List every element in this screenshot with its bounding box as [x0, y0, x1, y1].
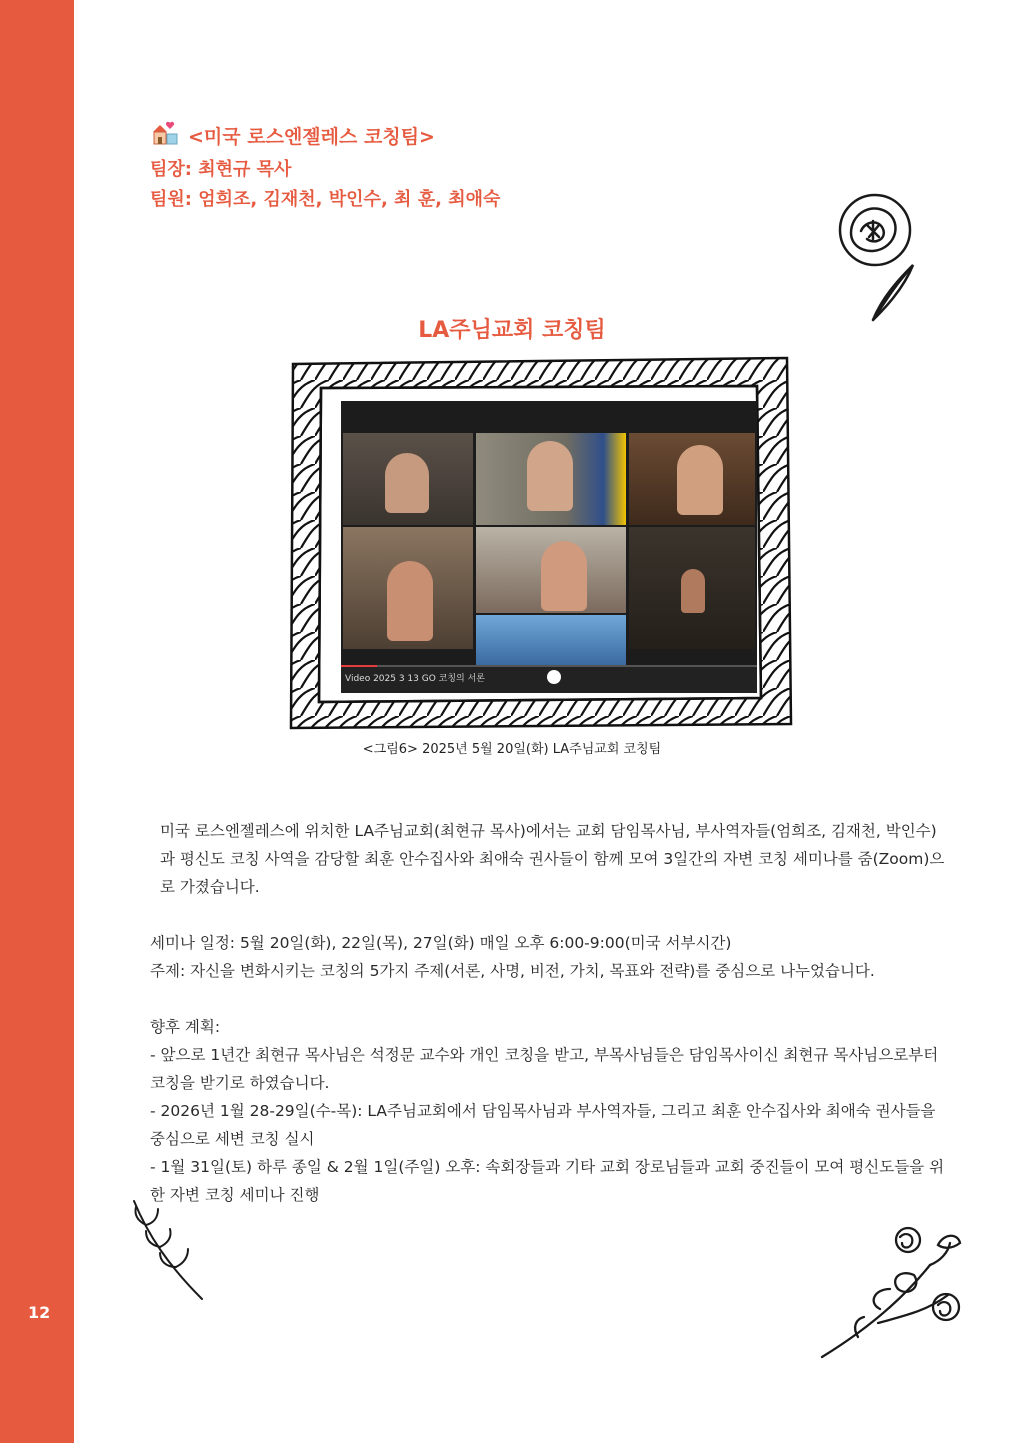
- pause-icon[interactable]: [547, 670, 561, 684]
- video-controls-bar: [341, 665, 757, 693]
- team-title: <미국 로스엔젤레스 코칭팀>: [188, 126, 435, 148]
- plan-item: - 2026년 1월 28-29일(수-목): LA주님교회에서 담임목사님과 부사역자들, 그리고 최훈 안수집사와 최애숙 권사들을 중심으로 세변 코칭 실시: [150, 1102, 936, 1148]
- screen-caption: Video 2025 3 13 GO 코칭의 서론: [345, 674, 485, 684]
- church-heart-icon: [150, 120, 180, 155]
- video-tile: [476, 615, 626, 665]
- plan-heading: 향후 계획:: [150, 1018, 221, 1036]
- article-body: [150, 817, 950, 1209]
- team-header: [150, 120, 500, 215]
- playback-progress: [341, 665, 757, 667]
- team-title-line: [150, 120, 500, 155]
- flower-doodle-icon: [818, 1215, 968, 1365]
- plan-item: - 1월 31일(토) 하루 종일 & 2월 1일(주일) 오후: 속회장들과 기타 교회 장로님들과 교회 중진들이 모여 평신도들을 위한 자변 코칭 세미나 진행: [150, 1158, 945, 1204]
- topic-line: 주제: 자신을 변화시키는 코칭의 5가지 주제(서론, 사명, 비전, 가치, 목표와 전략)를 중심으로 나누었습니다.: [150, 962, 875, 980]
- photo-title: LA주님교회 코칭팀: [418, 318, 606, 343]
- photo-caption: <그림6> 2025년 5월 20일(화) LA주님교회 코칭팀: [362, 742, 662, 757]
- schedule-line: 세미나 일정: 5월 20일(화), 22일(목), 27일(화) 매일 오후 6:00-9:00(미국 서부시간): [150, 934, 732, 952]
- page-number: 12: [28, 1303, 51, 1322]
- person-avatar: [681, 569, 705, 613]
- intro-paragraph: 미국 로스엔젤레스에 위치한 LA주님교회(최현규 목사)에서는 교회 담임목사님, 부사역자들(엄희조, 김재천, 박인수)과 평신도 코칭 사역을 감당할 최훈 안수집사와 최애숙 권사들이 함께 모여 3일간의 자변 코칭 세미나를 줌(Zoom)으로 가졌습니다.: [160, 822, 945, 896]
- team-leader: 팀장: 최현규 목사: [150, 159, 292, 180]
- side-bar: [0, 0, 74, 1443]
- leaf-sprig-icon: [128, 1195, 208, 1305]
- person-avatar: [387, 561, 433, 641]
- person-avatar: [541, 541, 587, 611]
- playback-progress-fill: [341, 665, 377, 667]
- plan-item: - 앞으로 1년간 최현규 목사님은 석정문 교수와 개인 코칭을 받고, 부목사님들은 담임목사이신 최현규 목사님으로부터 코칭을 받기로 하였습니다.: [150, 1046, 939, 1092]
- person-avatar: [527, 441, 573, 511]
- team-members: 팀원: 엄희조, 김재천, 박인수, 최 훈, 최애숙: [150, 189, 501, 210]
- person-avatar: [677, 445, 723, 515]
- zoom-screenshot: [341, 401, 757, 693]
- person-avatar: [385, 453, 429, 513]
